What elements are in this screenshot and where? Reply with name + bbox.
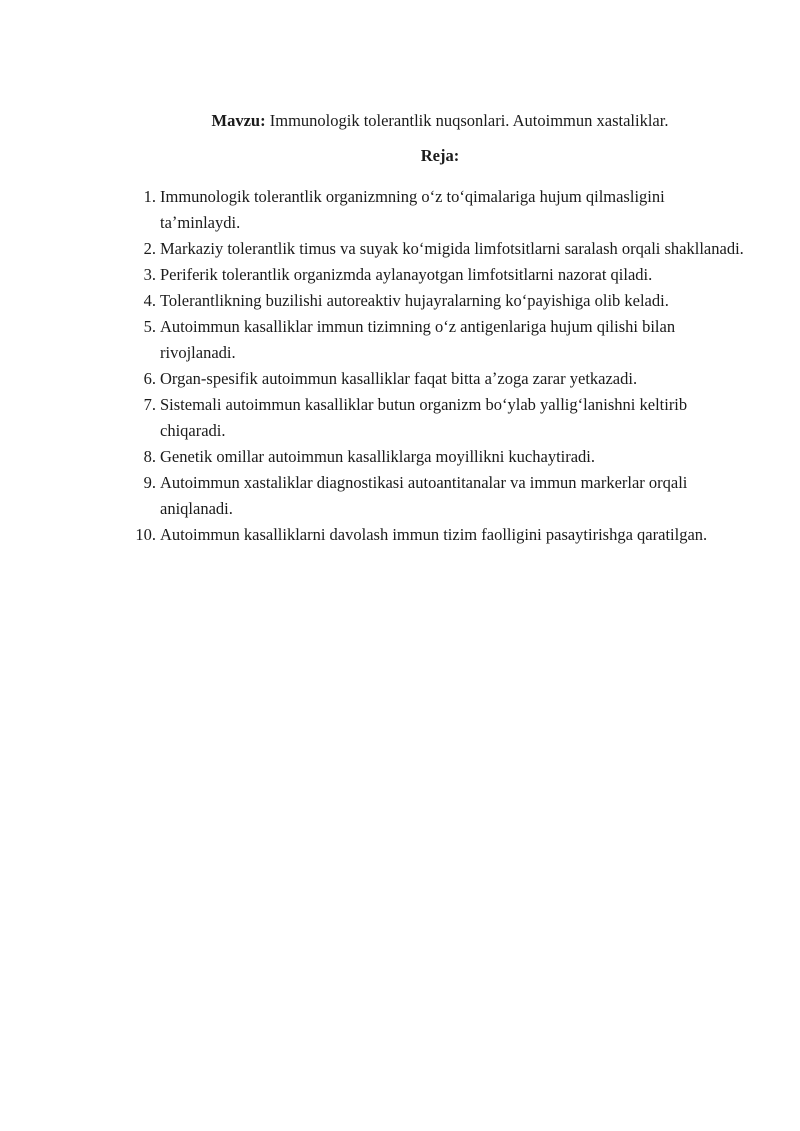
list-item-number: 9. [143,473,156,492]
list-item [135,262,745,288]
list-item [135,470,745,522]
list-item-number: 10. [135,525,156,544]
list-item-number: 2. [143,239,156,258]
list-item-number: 7. [143,395,156,414]
list-item [135,444,745,470]
document-content [135,108,745,548]
list-item-text: Autoimmun kasalliklar immun tizimning oʻz antigenlariga hujum qilishi bilan rivojlanadi. [160,317,676,362]
list-item [135,184,745,236]
list-item-number: 5. [143,317,156,336]
list-item-text: Genetik omillar autoimmun kasalliklarga moyillikni kuchaytiradi. [160,447,596,466]
list-item-number: 1. [143,187,156,206]
title-label: Mavzu: [211,111,266,130]
plan-heading: Reja: [420,146,460,165]
list-item-number: 6. [143,369,156,388]
list-item [135,366,745,392]
list-item-text: Autoimmun kasalliklarni davolash immun tizim faolligini pasaytirishga qaratilgan. [160,525,708,544]
list-item-number: 4. [143,291,156,310]
list-item [135,392,745,444]
list-item-number: 3. [143,265,156,284]
list-item [135,288,745,314]
document-title [135,108,745,134]
list-item-text: Autoimmun xastaliklar diagnostikasi autoantitanalar va immun markerlar orqali aniqlanadi. [160,473,688,518]
list-item-text: Markaziy tolerantlik timus va suyak koʻmigida limfotsitlarni saralash orqali shakllanadi. [160,239,744,258]
list-item-text: Organ-spesifik autoimmun kasalliklar faqat bitta aʼzoga zarar yetkazadi. [160,369,638,388]
list-item-number: 8. [143,447,156,466]
title-text: Immunologik tolerantlik nuqsonlari. Autoimmun xastaliklar. [265,111,669,130]
list-item-text: Tolerantlikning buzilishi autoreaktiv hujayralarning koʻpayishiga olib keladi. [160,291,669,310]
list-item-text: Periferik tolerantlik organizmda aylanayotgan limfotsitlarni nazorat qiladi. [160,265,653,284]
list-item-text: Sistemali autoimmun kasalliklar butun organizm boʻylab yalligʻlanishni keltirib chiqaradi. [160,395,688,440]
plan-list [135,184,745,548]
list-item [135,314,745,366]
list-item [135,522,745,548]
list-item [135,236,745,262]
list-item-text: Immunologik tolerantlik organizmning oʻz toʻqimalariga hujum qilmasligini taʼminlaydi. [160,187,665,232]
